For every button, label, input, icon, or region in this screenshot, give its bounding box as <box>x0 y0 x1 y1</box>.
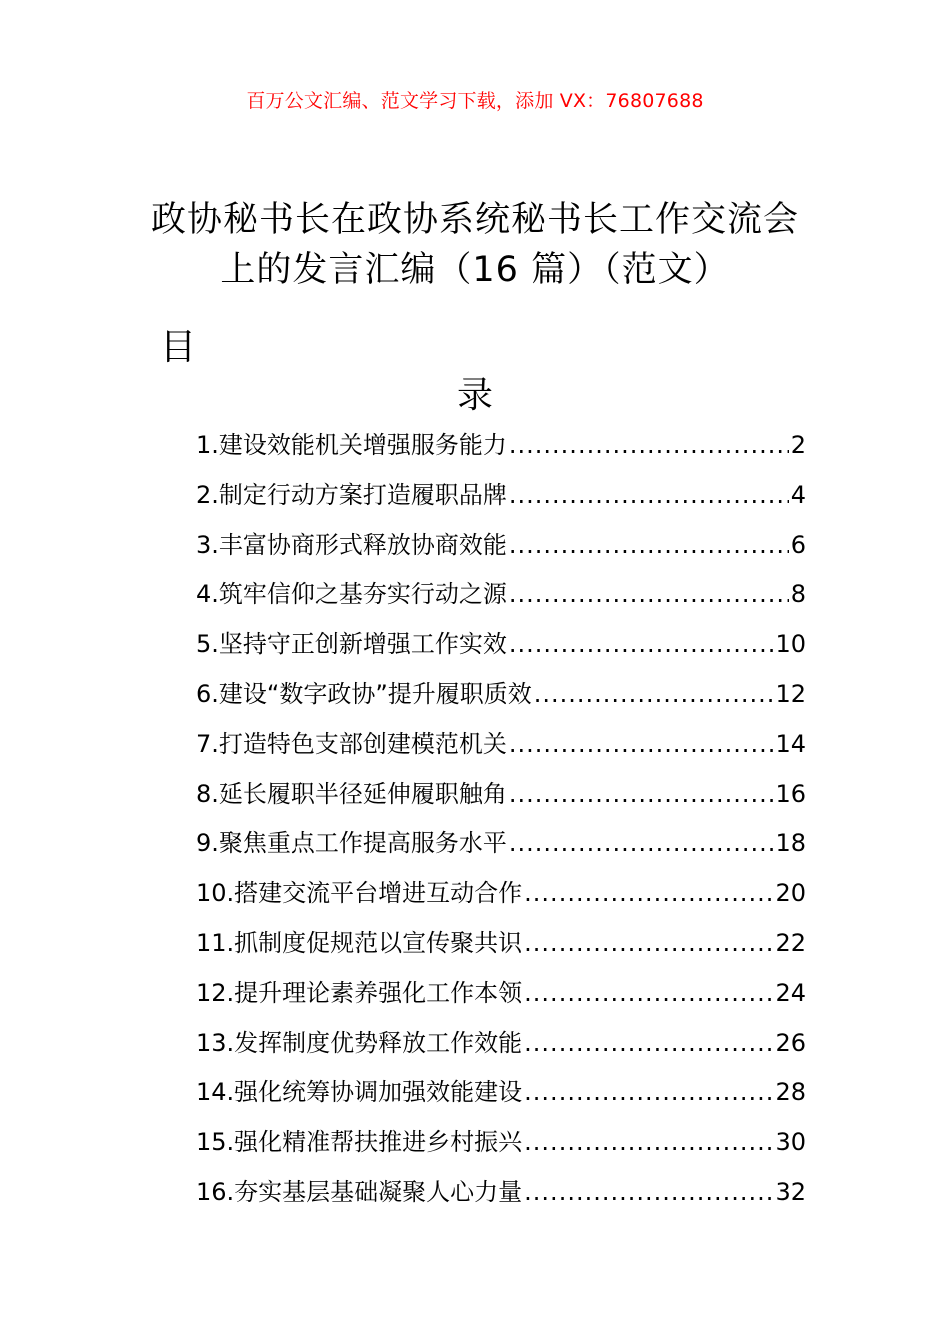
toc-entry-page: 4 <box>790 480 806 509</box>
toc-leader-dots <box>524 1019 773 1069</box>
toc-entry-4[interactable] <box>196 570 806 620</box>
toc-leader-dots <box>509 521 789 571</box>
toc-leader-dots <box>524 1068 773 1118</box>
toc-heading-part1: 目 <box>160 327 197 368</box>
toc-entry-3[interactable] <box>196 521 806 571</box>
toc-entry-10[interactable] <box>196 869 806 919</box>
toc-entry-14[interactable] <box>196 1068 806 1118</box>
toc-entry-16[interactable] <box>196 1168 806 1218</box>
toc-heading-part2: 录 <box>456 375 493 416</box>
toc-entry-title: 16.夯实基层基础凝聚人心力量 <box>196 1177 523 1206</box>
toc-entry-title: 3.丰富协商形式释放协商效能 <box>196 530 507 559</box>
toc-leader-dots <box>509 570 789 620</box>
toc-leader-dots <box>509 421 789 471</box>
toc-entry-11[interactable] <box>196 919 806 969</box>
toc-leader-dots <box>524 919 773 969</box>
toc-entry-title: 7.打造特色支部创建模范机关 <box>196 729 507 758</box>
toc-entry-title: 6.建设“数字政协”提升履职质效 <box>196 679 532 708</box>
toc-leader-dots <box>524 1118 773 1168</box>
promo-banner: 百万公文汇编、范文学习下载，添加 VX：76807688 <box>246 90 704 112</box>
toc-entry-title: 9.聚焦重点工作提高服务水平 <box>196 829 507 858</box>
toc-entry-7[interactable] <box>196 720 806 770</box>
toc-entry-6[interactable] <box>196 670 806 720</box>
toc-entry-1[interactable] <box>196 421 806 471</box>
toc-leader-dots <box>524 869 773 919</box>
toc-entry-page: 14 <box>775 729 806 758</box>
toc-entry-page: 2 <box>790 431 806 459</box>
toc-entry-title: 15.强化精准帮扶推进乡村振兴 <box>196 1128 523 1157</box>
toc-entry-5[interactable] <box>196 620 806 670</box>
toc-leader-dots <box>509 471 789 521</box>
toc-entry-page: 32 <box>775 1177 806 1206</box>
toc-entry-title: 5.坚持守正创新增强工作实效 <box>196 630 507 659</box>
toc-entry-2[interactable] <box>196 471 806 521</box>
toc-entry-12[interactable] <box>196 969 806 1019</box>
toc-leader-dots <box>509 770 774 820</box>
toc-entry-page: 26 <box>775 1028 806 1057</box>
toc-entry-page: 10 <box>775 630 806 659</box>
toc-entry-13[interactable] <box>196 1019 806 1069</box>
toc-entry-title: 14.强化统筹协调加强效能建设 <box>196 1078 523 1107</box>
toc-entry-page: 30 <box>775 1128 806 1157</box>
toc-entry-page: 22 <box>775 928 806 957</box>
toc-leader-dots <box>534 670 774 720</box>
toc-entry-page: 20 <box>775 879 806 908</box>
toc-leader-dots <box>509 620 774 670</box>
toc-entry-title: 4.筑牢信仰之基夯实行动之源 <box>196 580 507 609</box>
toc-leader-dots <box>509 819 774 869</box>
title-line-2: 上的发言汇编（16 篇）（范文） <box>220 250 730 291</box>
toc-entry-title: 10.搭建交流平台增进互动合作 <box>196 879 523 908</box>
toc-entry-15[interactable] <box>196 1118 806 1168</box>
toc-entry-title: 2.制定行动方案打造履职品牌 <box>196 480 507 509</box>
toc-entry-9[interactable] <box>196 819 806 869</box>
toc-leader-dots <box>524 969 773 1019</box>
toc-entry-title: 11.抓制度促规范以宣传聚共识 <box>196 928 523 957</box>
toc-entry-page: 24 <box>775 978 806 1007</box>
toc-entry-page: 16 <box>775 779 806 808</box>
toc-entry-title: 12.提升理论素养强化工作本领 <box>196 978 523 1007</box>
toc-entry-8[interactable] <box>196 770 806 820</box>
toc-entry-title: 1.建设效能机关增强服务能力 <box>196 431 507 459</box>
toc-leader-dots <box>524 1168 773 1218</box>
toc-entry-title: 13.发挥制度优势释放工作效能 <box>196 1028 523 1057</box>
toc-entry-page: 18 <box>775 829 806 858</box>
toc-entry-title: 8.延长履职半径延伸履职触角 <box>196 779 507 808</box>
title-line-1: 政协秘书长在政协系统秘书长工作交流会 <box>150 200 799 241</box>
toc-entry-page: 28 <box>775 1078 806 1107</box>
toc-entry-page: 8 <box>790 580 806 609</box>
table-of-contents <box>196 421 806 1218</box>
toc-entry-page: 6 <box>790 530 806 559</box>
document-title <box>140 195 810 295</box>
toc-entry-page: 12 <box>775 679 806 708</box>
toc-leader-dots <box>509 720 774 770</box>
